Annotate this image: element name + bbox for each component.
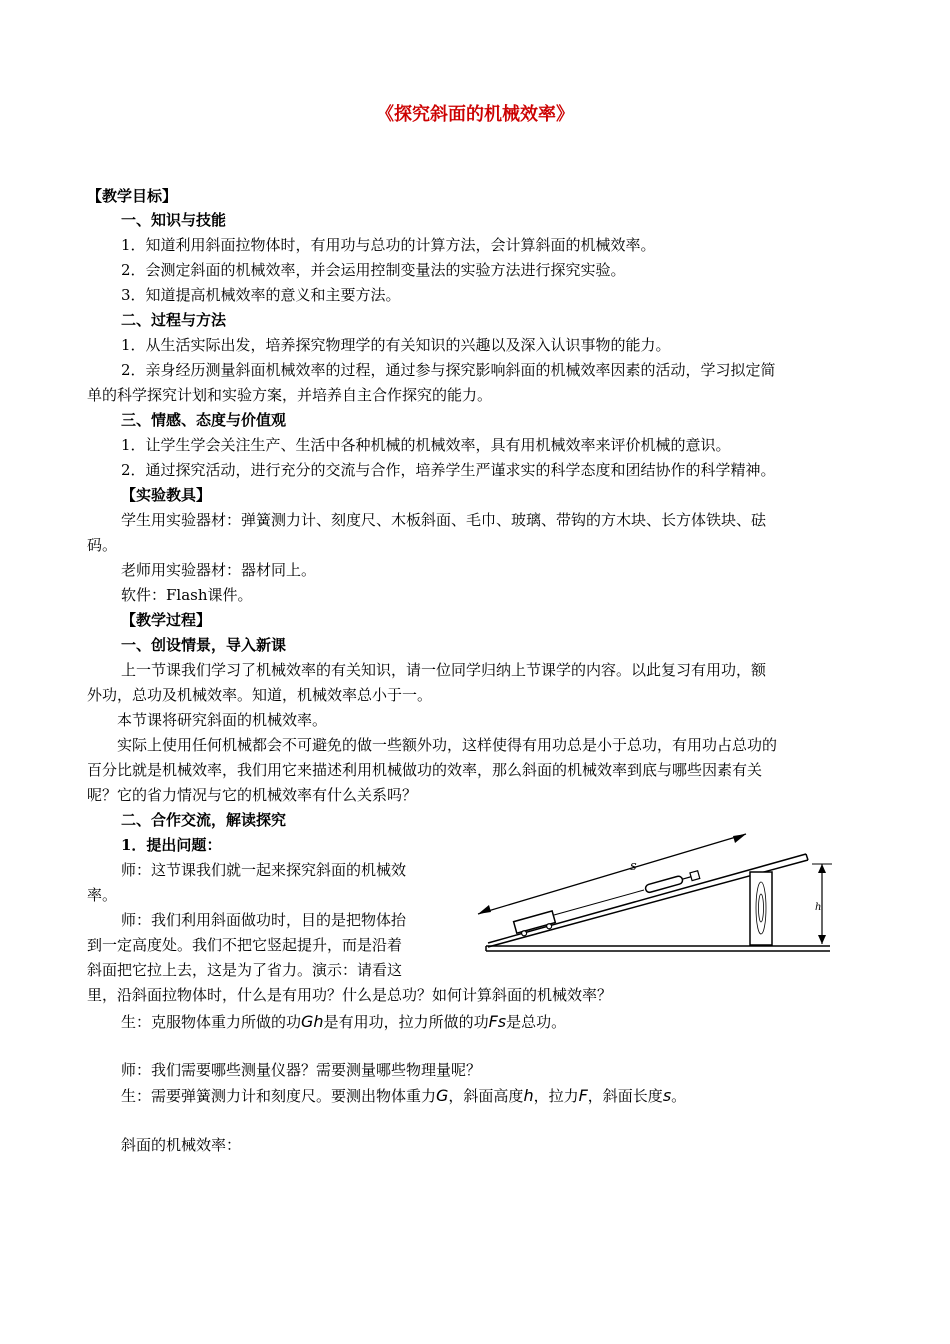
cart-wheel <box>546 923 552 929</box>
question-instruments: 师：我们需要哪些测量仪器？需要测量哪些物理量呢？ <box>121 1061 482 1079</box>
document-title: 《探究斜面的机械效率》 <box>376 104 574 125</box>
inclined-plane-figure <box>470 820 840 960</box>
process-item: 1．从生活实际出发，培养探究物理学的有关知识的兴趣以及深入认识事物的能力。 <box>121 336 671 354</box>
answer-text: 生：克服物体重力所做的功 <box>121 1013 302 1031</box>
incline-board-edge <box>806 854 808 860</box>
intro-line: 实际上使用任何机械都会不可避免的做一些额外功，这样使得有用功总是小于总功，有用功占总功的 <box>117 736 778 754</box>
label-h: h <box>815 902 822 913</box>
intro-line: 外功，总功及机械效率。知道，机械效率总小于一。 <box>87 686 433 704</box>
section-values-heading: 三、情感、态度与价值观 <box>121 411 287 429</box>
equipment-line: 软件：Flash课件。 <box>121 586 253 604</box>
teaching-process-heading: 【教学过程】 <box>121 611 212 629</box>
efficiency-label: 斜面的机械效率： <box>121 1136 242 1154</box>
cart-wheel <box>521 930 527 936</box>
dialog-line: 率。 <box>87 886 118 904</box>
dialog-line: 师：这节课我们就一起来探究斜面的机械效 <box>121 861 407 879</box>
answer-useful-work <box>121 1013 566 1031</box>
arrow-head <box>478 905 491 914</box>
intro-line: 上一节课我们学习了机械效率的有关知识，请一位同学归纳上节课学的内容。以此复习有用功，额 <box>121 661 767 679</box>
length-arrow <box>478 834 746 914</box>
arrow-head <box>818 864 826 873</box>
answer-text: 是总功。 <box>506 1013 567 1031</box>
section-process-heading: 二、过程与方法 <box>121 311 227 329</box>
equipment-line: 码。 <box>87 536 118 554</box>
raise-question-heading: 1．提出问题： <box>121 836 222 854</box>
answer-text: ，斜面长度 <box>587 1087 663 1105</box>
knowledge-item: 1．知道利用斜面拉物体时，有用功与总功的计算方法，会计算斜面的机械效率。 <box>121 236 656 254</box>
equipment-heading: 【实验教具】 <box>121 486 212 504</box>
knowledge-item: 2．会测定斜面的机械效率，并会运用控制变量法的实验方法进行探究实验。 <box>121 261 626 279</box>
equipment-line: 老师用实验器材：器材同上。 <box>121 561 317 579</box>
spring-scale <box>645 871 700 893</box>
dialog-line: 师：我们利用斜面做功时，目的是把物体抬 <box>121 911 407 929</box>
answer-text: 。 <box>671 1087 687 1105</box>
intro-line: 本节课将研究斜面的机械效率。 <box>117 711 328 729</box>
section-knowledge-heading: 一、知识与技能 <box>121 211 227 229</box>
answer-text: 生：需要弹簧测力计和刻度尺。要测出物体重力 <box>121 1087 437 1105</box>
spring-scale-hook <box>682 877 691 879</box>
dialog-line: 里，沿斜面拉物体时，什么是有用功？什么是总功？如何计算斜面的机械效率？ <box>87 986 613 1004</box>
dialog-line: 到一定高度处。我们不把它竖起提升，而是沿着 <box>87 936 403 954</box>
process-item: 2．亲身经历测量斜面机械效率的过程，通过参与探究影响斜面的机械效率因素的活动，学习拟定简 <box>121 361 776 379</box>
knowledge-item: 3．知道提高机械效率的意义和主要方法。 <box>121 286 401 304</box>
formula-gh: Gh <box>301 1012 324 1031</box>
process-item-continued: 单的科学探究计划和实验方案，并培养自主合作探究的能力。 <box>87 386 493 404</box>
dialog-line: 斜面把它拉上去，这是为了省力。演示：请看这 <box>87 961 403 979</box>
intro-line: 呢？它的省力情况与它的机械效率有什么关系吗？ <box>87 786 418 804</box>
symbol-f: F <box>578 1086 588 1105</box>
values-item: 2．通过探究活动，进行充分的交流与合作，培养学生严谨求实的科学态度和团结协作的科学精神。 <box>121 461 776 479</box>
formula-fs: Fs <box>488 1012 507 1031</box>
symbol-g: G <box>436 1086 449 1105</box>
equipment-line: 学生用实验器材：弹簧测力计、刻度尺、木板斜面、毛巾、玻璃、带钩的方木块、长方体铁块、砝 <box>121 511 767 529</box>
intro-line: 百分比就是机械效率，我们用它来描述利用机械做功的效率，那么斜面的机械效率到底与哪些因素有关 <box>87 761 763 779</box>
answer-text: ，拉力 <box>533 1087 579 1105</box>
label-s: s <box>630 859 637 874</box>
part-two-heading: 二、合作交流，解读探究 <box>121 811 287 829</box>
answer-text: 是有用功，拉力所做的功 <box>323 1013 489 1031</box>
arrow-head <box>733 834 746 843</box>
values-item: 1．让学生学会关注生产、生活中各种机械的机械效率，具有用机械效率来评价机械的意识。 <box>121 436 731 454</box>
symbol-h: h <box>523 1086 534 1105</box>
arrow-head <box>818 935 826 944</box>
symbol-s: s <box>662 1086 672 1105</box>
answer-instruments <box>121 1087 686 1105</box>
part-one-heading: 一、创设情景，导入新课 <box>121 636 287 654</box>
goals-heading: 【教学目标】 <box>87 187 178 205</box>
hand-grip <box>690 871 700 881</box>
answer-text: ，斜面高度 <box>448 1087 524 1105</box>
